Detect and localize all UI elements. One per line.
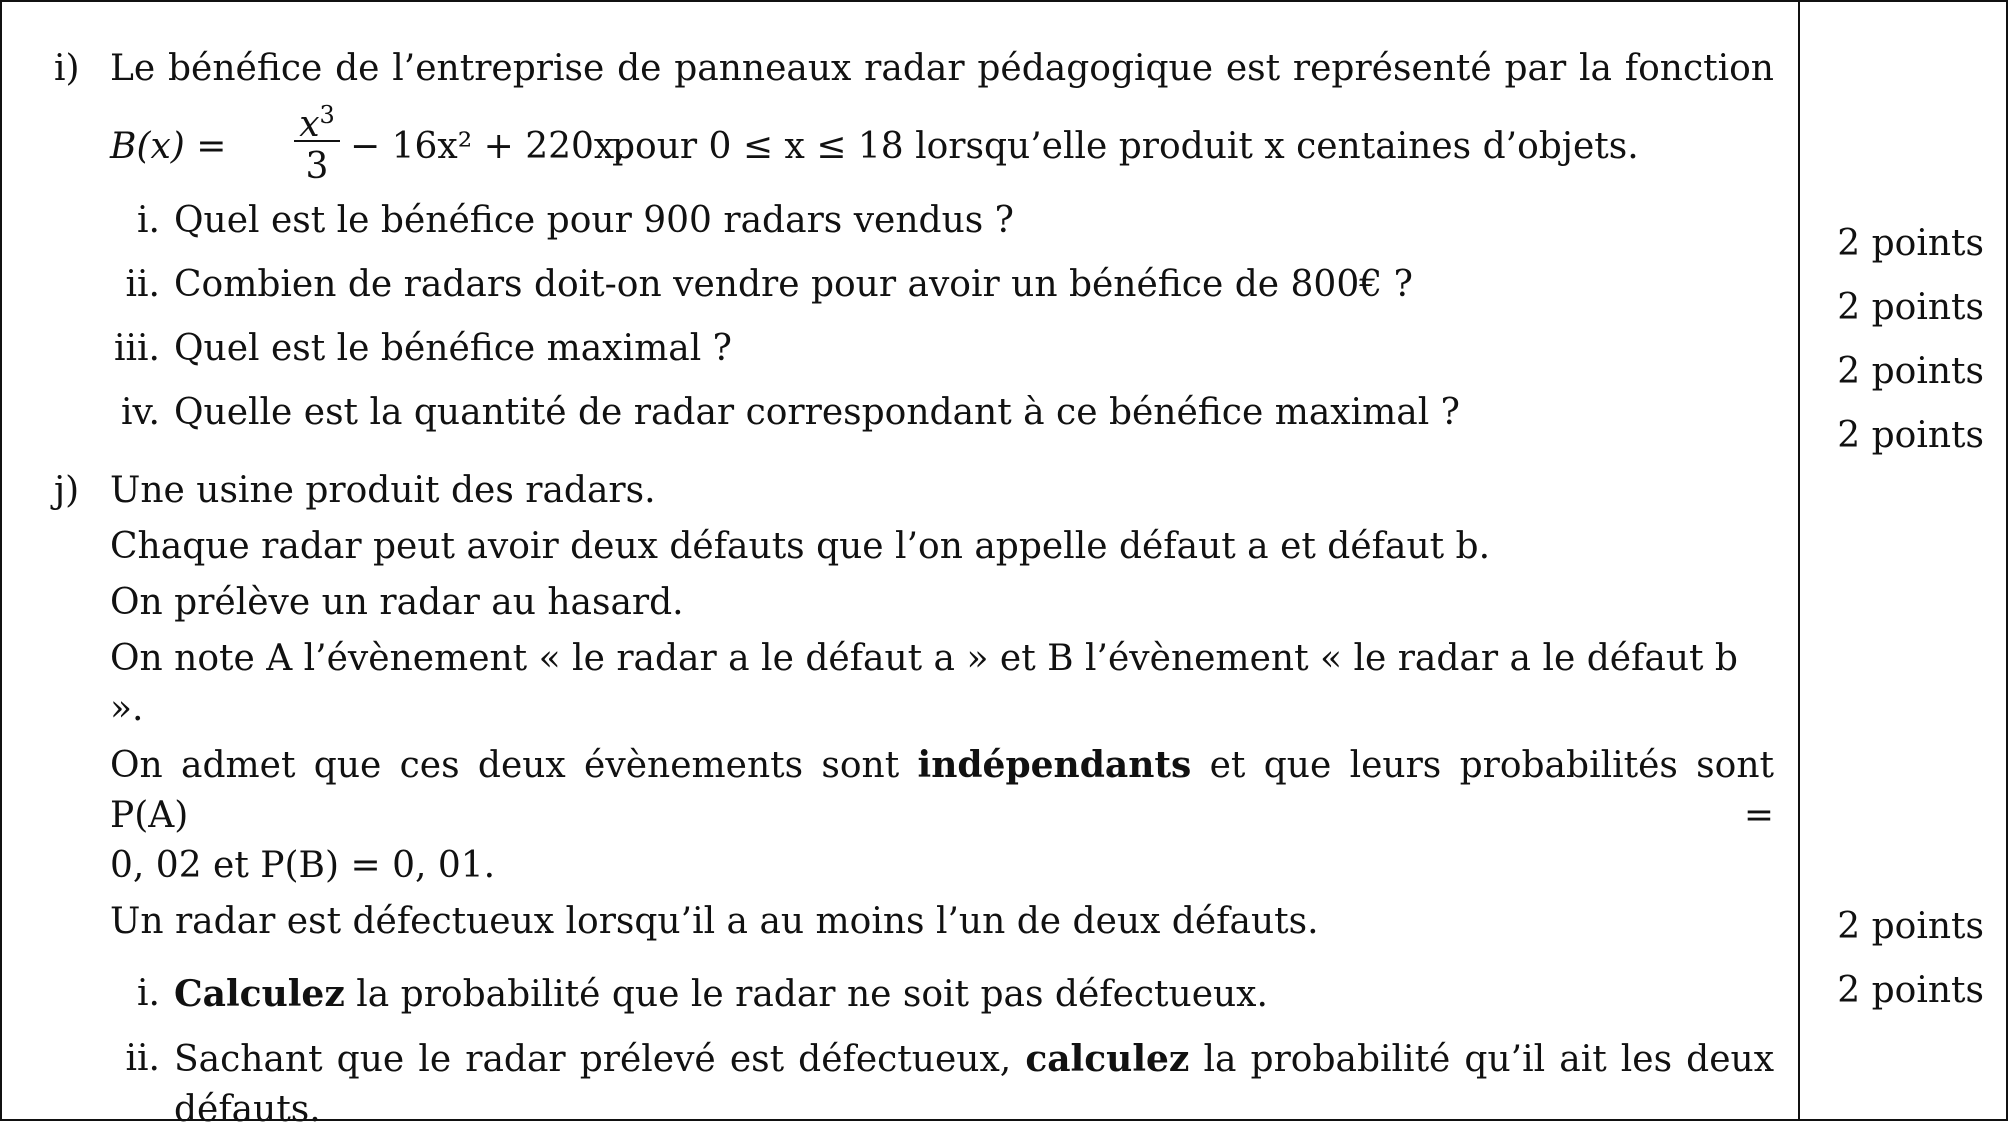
item-j-p3: On prélève un radar au hasard.	[110, 582, 684, 623]
question-label: iv.	[120, 392, 160, 433]
question-i-ii	[54, 260, 1774, 310]
exercise-content	[54, 44, 1774, 1135]
question-text-cont: défauts.	[174, 1089, 321, 1130]
points-i-i: 2 points	[1837, 223, 1984, 264]
item-j-p5: On admet que ces deux évènements sont indépendants et que leurs probabilités sont P(A) =	[110, 744, 1774, 836]
question-label: ii.	[125, 264, 160, 305]
item-j-label: j)	[54, 470, 80, 511]
item-j-p1: Une usine produit des radars.	[110, 470, 656, 511]
points-i-iii: 2 points	[1837, 351, 1984, 392]
fraction-denominator: 3	[305, 146, 329, 187]
function-name: B(x) =	[110, 126, 227, 167]
item-i	[54, 44, 1774, 187]
item-j-p5-cont: 0, 02 et P(B) = 0, 01.	[110, 845, 496, 886]
function-domain-text: pour 0 ≤ x ≤ 18 lorsqu’elle produit x centaines d’objets.	[612, 126, 1639, 167]
item-j	[54, 466, 1774, 947]
points-column-divider	[1798, 0, 1800, 1121]
question-j-i	[54, 969, 1774, 1020]
question-j-ii	[54, 1034, 1774, 1135]
fraction-numerator: $x^3$	[299, 101, 335, 145]
item-j-p2: Chaque radar peut avoir deux défauts que l’on appelle défaut a et défaut b.	[110, 526, 1491, 567]
question-label: ii.	[125, 1038, 160, 1079]
question-label: i.	[137, 973, 160, 1014]
question-label: i.	[137, 200, 160, 241]
points-j-i: 2 points	[1837, 906, 1984, 947]
item-i-function-line	[110, 94, 1774, 187]
question-text: la probabilité que le radar ne soit pas défectueux.	[356, 974, 1268, 1015]
fraction	[294, 94, 340, 188]
question-text: Sachant que le radar prélevé est défectueux, calculez la probabilité qu’il ait les deux	[174, 1038, 1774, 1080]
item-j-p6: Un radar est défectueux lorsqu’il a au moins l’un de deux défauts.	[110, 901, 1319, 942]
points-i-iv: 2 points	[1837, 415, 1984, 456]
question-i-i	[54, 196, 1774, 246]
question-text: Quel est le bénéfice maximal ?	[174, 328, 732, 369]
item-i-line1: Le bénéfice de l’entreprise de panneaux radar pédagogique est représenté par la fonction	[110, 48, 1774, 89]
question-text: Combien de radars doit-on vendre pour avoir un bénéfice de 800€ ?	[174, 264, 1413, 305]
question-label: iii.	[114, 328, 160, 369]
question-i-iv	[54, 388, 1774, 438]
item-j-p4: On note A l’évènement « le radar a le défaut a » et B l’évènement « le radar a le défaut b ».	[110, 638, 1738, 729]
points-i-ii: 2 points	[1837, 287, 1984, 328]
question-text: Quelle est la quantité de radar correspondant à ce bénéfice maximal ?	[174, 392, 1460, 433]
question-bold: Calculez	[174, 973, 345, 1015]
item-i-label: i)	[54, 48, 80, 89]
question-text: Quel est le bénéfice pour 900 radars vendus ?	[174, 200, 1014, 241]
points-j-ii: 2 points	[1837, 970, 1984, 1011]
function-rest: − 16x² + 220x,	[350, 126, 626, 167]
question-i-iii	[54, 324, 1774, 374]
